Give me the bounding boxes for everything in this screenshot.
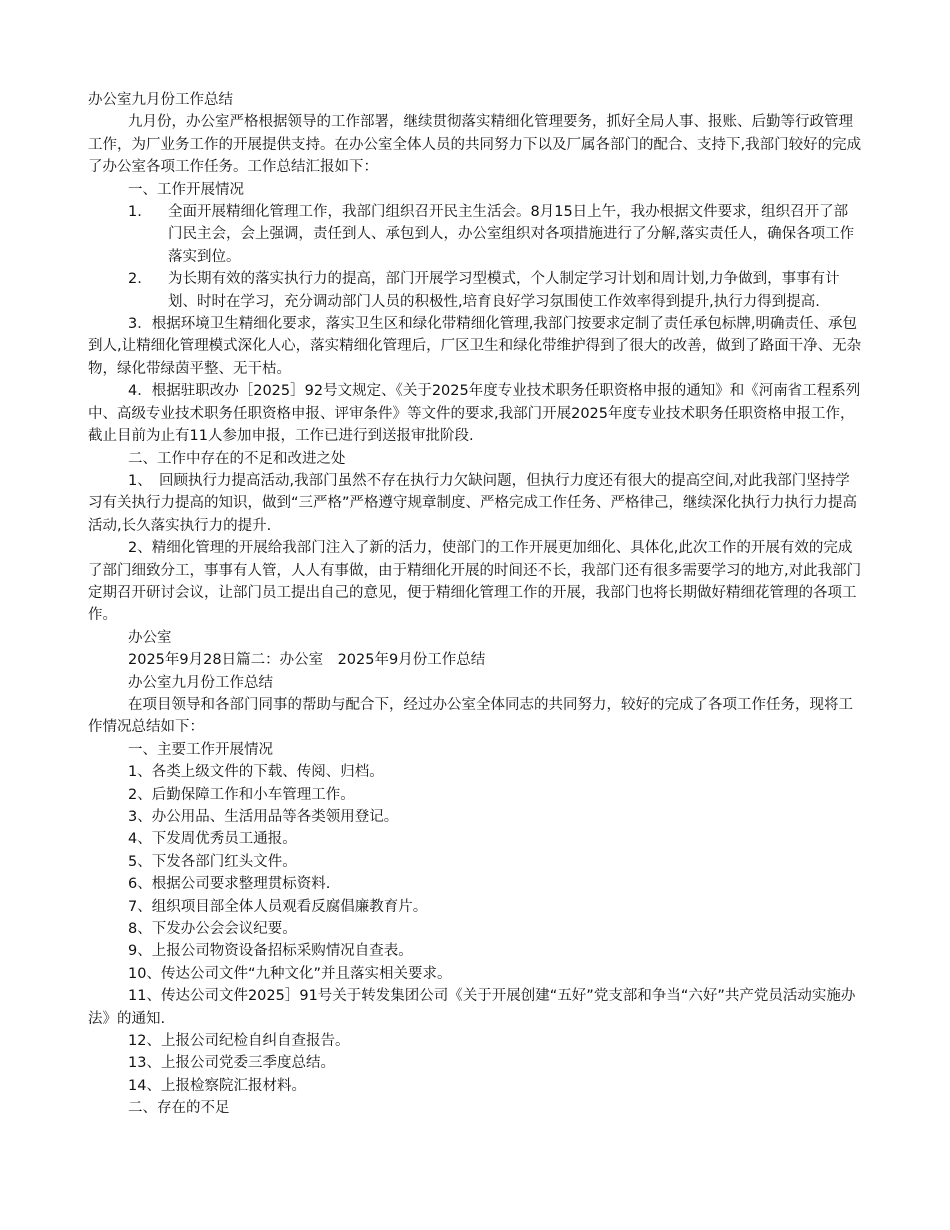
section-heading-1: 一、工作开展情况 bbox=[128, 181, 244, 198]
list-item: 1、各类上级文件的下载、传阅、归档。 bbox=[128, 764, 384, 781]
list-item: 14、上报检察院汇报材料。 bbox=[128, 1077, 306, 1094]
intro-paragraph: 九月份，办公室严格根据领导的工作部署，继续贯彻落实精细化管理要务，抓好全局人事、报账、后勤等行政管理工作，为厂业务工作的开展提供支持。在办公室全体人员的共同努力下以及厂属各部门的配合、支持下,我部门较好的完成了办公室各项工作任务。工作总结汇报如下： bbox=[88, 114, 862, 176]
intro-paragraph-2: 在项目领导和各部门同事的帮助与配合下，经过办公室全体同志的共同努力，较好的完成了各项工作任务，现将工作情况总结如下： bbox=[88, 696, 853, 736]
document-title-2: 办公室九月份工作总结 bbox=[128, 674, 273, 691]
list-item: 13、上报公司党委三季度总结。 bbox=[128, 1055, 335, 1072]
list-item: 9、上报公司物资设备招标采购情况自查表。 bbox=[128, 943, 413, 960]
paragraph-4: 4．根据驻职改办［2025］92号文规定、《关于2025年度专业技术职务任职资格申报的通知》和《河南省工程系列中、高级专业技术职务任职资格申报、评审条件》等文件的要求,我部门开展2025年度专业技术职务任职资格申报工作，截止目前为止有11人参加申报，工作已进行到送报审批阶段. bbox=[88, 383, 861, 445]
paragraph-3: 3．根据环境卫生精细化要求，落实卫生区和绿化带精细化管理,我部门按要求定制了责任承包标牌,明确责任、承包到人,让精细化管理模式深化人心，落实精细化管理后，厂区卫生和绿化带维护得到了很大的改善，做到了路面干净、无杂物，绿化带绿茵平整、无干枯。 bbox=[88, 316, 862, 377]
paragraph-5: 1、 回顾执行力提高活动,我部门虽然不存在执行力欠缺问题，但执行力度还有很大的提高空间,对此我部门坚持学习有关执行力提高的知识，做到“三严格”严格遵守规章制度、严格完成工作任务、严格律己，继续深化执行力执行力提高活动,长久落实执行力的提升. bbox=[88, 472, 858, 534]
list-item: 8、下发办公会会议纪要。 bbox=[128, 921, 297, 938]
numbered-item-2-marker: 2. bbox=[128, 271, 142, 288]
paragraph-6: 2、精细化管理的开展给我部门注入了新的活力，使部门的工作开展更加细化、具体化,此次工作的开展有效的完成了部门细致分工，事事有人管，人人有事做，由于精细化开展的时间还不长，我部门还有很多需要学习的地方,对此我部门定期召开研讨会议，让部门员工提出自己的意见，便于精细化管理工作的开展，我部门也将长期做好精细花管理的各项工作。 bbox=[88, 540, 862, 624]
list-item: 12、上报公司纪检自纠自查报告。 bbox=[128, 1033, 350, 1050]
list-item: 6、根据公司要求整理贯标资料. bbox=[128, 876, 331, 893]
document-title: 办公室九月份工作总结 bbox=[88, 92, 233, 108]
list-item: 11、传达公司文件2025］91号关于转发集团公司《关于开展创建“五好”党支部和争当“六好”共产党员活动实施办法》的通知. bbox=[88, 988, 856, 1027]
list-item: 4、下发周优秀员工通报。 bbox=[128, 831, 297, 848]
section-heading-3: 一、主要工作开展情况 bbox=[128, 741, 273, 758]
list-item: 10、传达公司文件“九种文化”并且落实相关要求。 bbox=[128, 965, 452, 982]
numbered-item-1-marker: 1. bbox=[128, 204, 142, 221]
numbered-item-1-text: 全面开展精细化管理工作，我部门组织召开民主生活会。8月15日上午，我办根据文件要求，组织召开了部门民主会，会上强调，责任到人、承包到人，办公室组织对各项措施进行了分解,落实责任人，确保各项工作落实到位。 bbox=[168, 204, 855, 265]
section-heading-4: 二、存在的不足 bbox=[128, 1100, 230, 1117]
signature: 办公室 bbox=[128, 629, 172, 646]
list-item: 3、办公用品、生活用品等各类领用登记。 bbox=[128, 809, 399, 825]
list-item: 2、后勤保障工作和小车管理工作。 bbox=[128, 786, 355, 803]
list-item: 5、下发各部门红头文件。 bbox=[128, 853, 297, 870]
section-heading-2: 二、工作中存在的不足和改进之处 bbox=[128, 450, 346, 467]
numbered-item-2 bbox=[88, 268, 862, 313]
date-line: 2025年9月28日篇二：办公室 2025年9月份工作总结 bbox=[128, 652, 486, 669]
numbered-item-1 bbox=[88, 201, 862, 268]
numbered-item-2-text: 为长期有效的落实执行力的提高，部门开展学习型模式，个人制定学习计划和周计划,力争做到，事事有计划、时时在学习，充分调动部门人员的积极性,培育良好学习氛围使工作效率得到提升,执行力得到提高. bbox=[168, 271, 840, 310]
list-item: 7、组织项目部全体人员观看反腐倡廉教育片。 bbox=[128, 898, 428, 915]
